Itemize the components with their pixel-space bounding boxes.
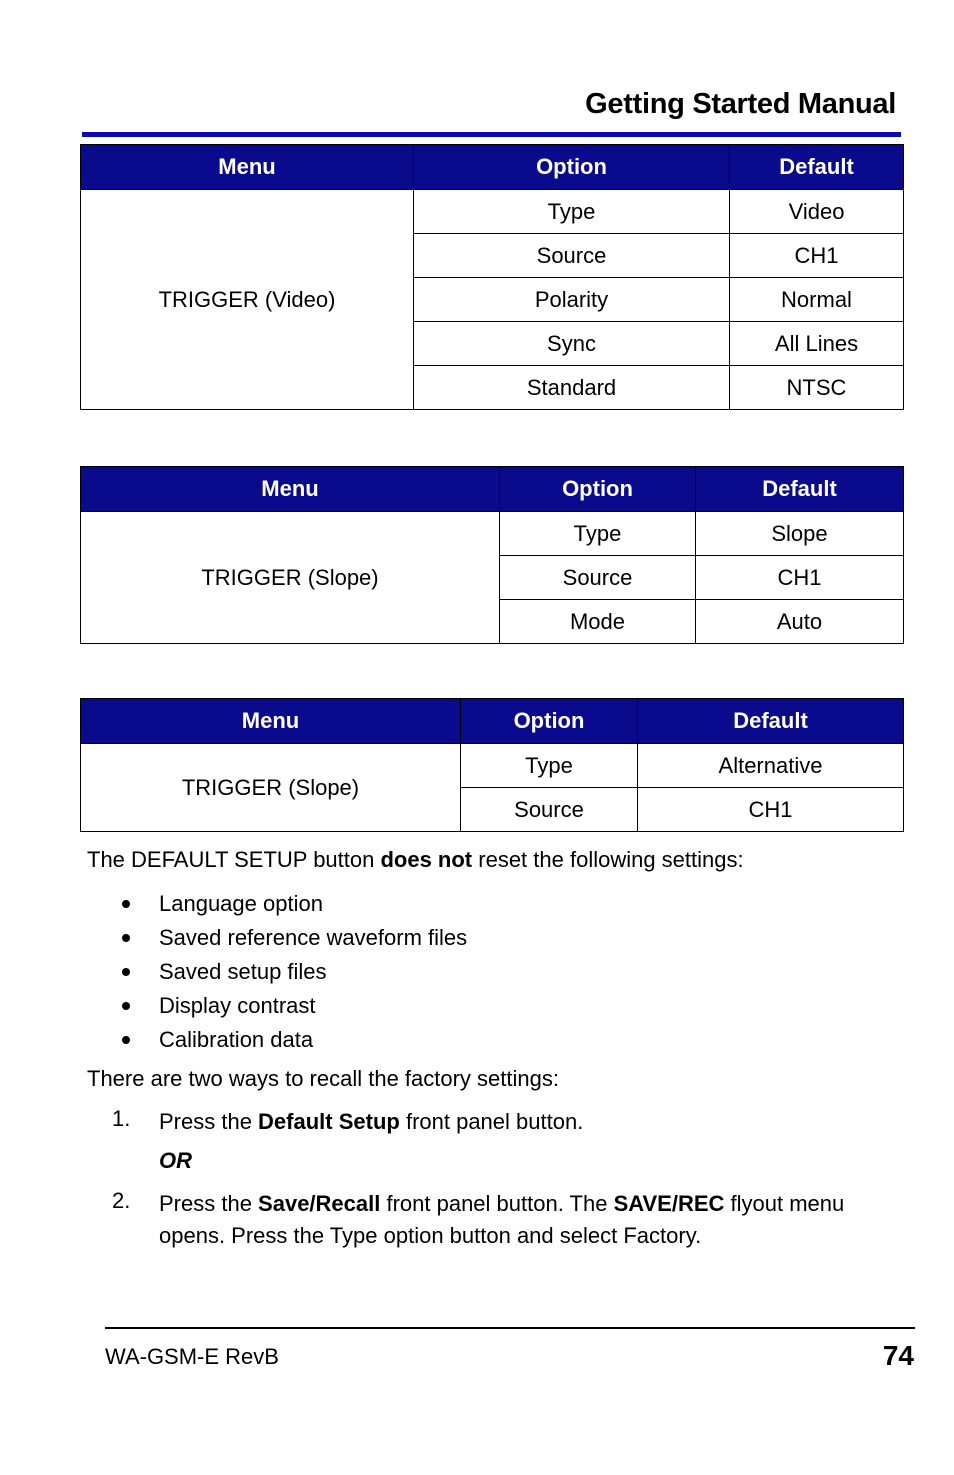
column-header-option: Option [461, 699, 638, 744]
option-cell: Type [500, 512, 696, 556]
list-item [118, 1023, 467, 1057]
paragraph-text: reset the following settings: [472, 847, 744, 872]
bullet-icon [122, 1002, 130, 1010]
step-text-part: Press the [159, 1191, 259, 1216]
default-cell: All Lines [730, 322, 904, 366]
trigger-video-table [80, 144, 904, 410]
step-text [159, 1106, 859, 1138]
step-text-part: front panel button. The [380, 1191, 614, 1216]
recall-intro-paragraph: There are two ways to recall the factory settings: [87, 1066, 559, 1091]
list-item-text: Language option [159, 891, 323, 916]
step-number: 1. [112, 1106, 131, 1131]
column-header-menu: Menu [81, 699, 461, 744]
column-header-option: Option [414, 145, 730, 190]
table-row [81, 744, 904, 788]
option-cell: Source [500, 556, 696, 600]
menu-cell: TRIGGER (Slope) [81, 512, 500, 644]
default-setup-paragraph [87, 847, 744, 873]
footer-doc-id: WA-GSM-E RevB [105, 1344, 279, 1369]
default-cell: Slope [696, 512, 904, 556]
list-item [118, 989, 467, 1023]
trigger-slope-table [80, 466, 904, 644]
menu-cell: TRIGGER (Slope) [81, 744, 461, 832]
default-cell: Alternative [638, 744, 904, 788]
step-text-part: front panel button. [399, 1109, 584, 1134]
settings-list [118, 887, 467, 1057]
default-cell: Auto [696, 600, 904, 644]
option-cell: Type [414, 190, 730, 234]
bullet-icon [122, 968, 130, 976]
step-text-part: flyout menu opens. Press the Type option button and select Factory. [159, 1191, 845, 1248]
page-header-title: Getting Started Manual [585, 88, 896, 120]
column-header-default: Default [638, 699, 904, 744]
option-cell: Polarity [414, 278, 730, 322]
column-header-default: Default [696, 467, 904, 512]
column-header-option: Option [500, 467, 696, 512]
column-header-menu: Menu [81, 467, 500, 512]
default-cell: NTSC [730, 366, 904, 410]
table-row [81, 190, 904, 234]
list-item [118, 955, 467, 989]
list-item-text: Calibration data [159, 1027, 314, 1052]
paragraph-emphasis: does not [380, 847, 473, 872]
step-text [159, 1188, 859, 1252]
table-row [81, 512, 904, 556]
bullet-icon [122, 934, 130, 942]
or-label: OR [159, 1148, 192, 1173]
default-cell: CH1 [638, 788, 904, 832]
column-header-default: Default [730, 145, 904, 190]
step-text-part: Press the [159, 1109, 259, 1134]
bullet-icon [122, 900, 130, 908]
step-emphasis: SAVE/REC [613, 1191, 725, 1216]
step-emphasis: Save/Recall [258, 1191, 381, 1216]
trigger-slope-alternative-table [80, 698, 904, 832]
step-emphasis: Default Setup [258, 1109, 400, 1134]
option-cell: Sync [414, 322, 730, 366]
list-item [118, 887, 467, 921]
page-number: 74 [882, 1340, 914, 1371]
column-header-menu: Menu [81, 145, 414, 190]
option-cell: Standard [414, 366, 730, 410]
paragraph-text: The DEFAULT SETUP button [87, 847, 381, 872]
header-rule [82, 132, 901, 137]
option-cell: Source [461, 788, 638, 832]
list-item-text: Saved setup files [159, 959, 327, 984]
default-cell: Video [730, 190, 904, 234]
default-cell: Normal [730, 278, 904, 322]
menu-cell: TRIGGER (Video) [81, 190, 414, 410]
list-item [118, 921, 467, 955]
option-cell: Source [414, 234, 730, 278]
list-item-text: Display contrast [159, 993, 316, 1018]
option-cell: Type [461, 744, 638, 788]
option-cell: Mode [500, 600, 696, 644]
list-item-text: Saved reference waveform files [159, 925, 468, 950]
default-cell: CH1 [696, 556, 904, 600]
bullet-icon [122, 1036, 130, 1044]
default-cell: CH1 [730, 234, 904, 278]
footer-rule [105, 1327, 915, 1329]
step-number: 2. [112, 1188, 131, 1213]
